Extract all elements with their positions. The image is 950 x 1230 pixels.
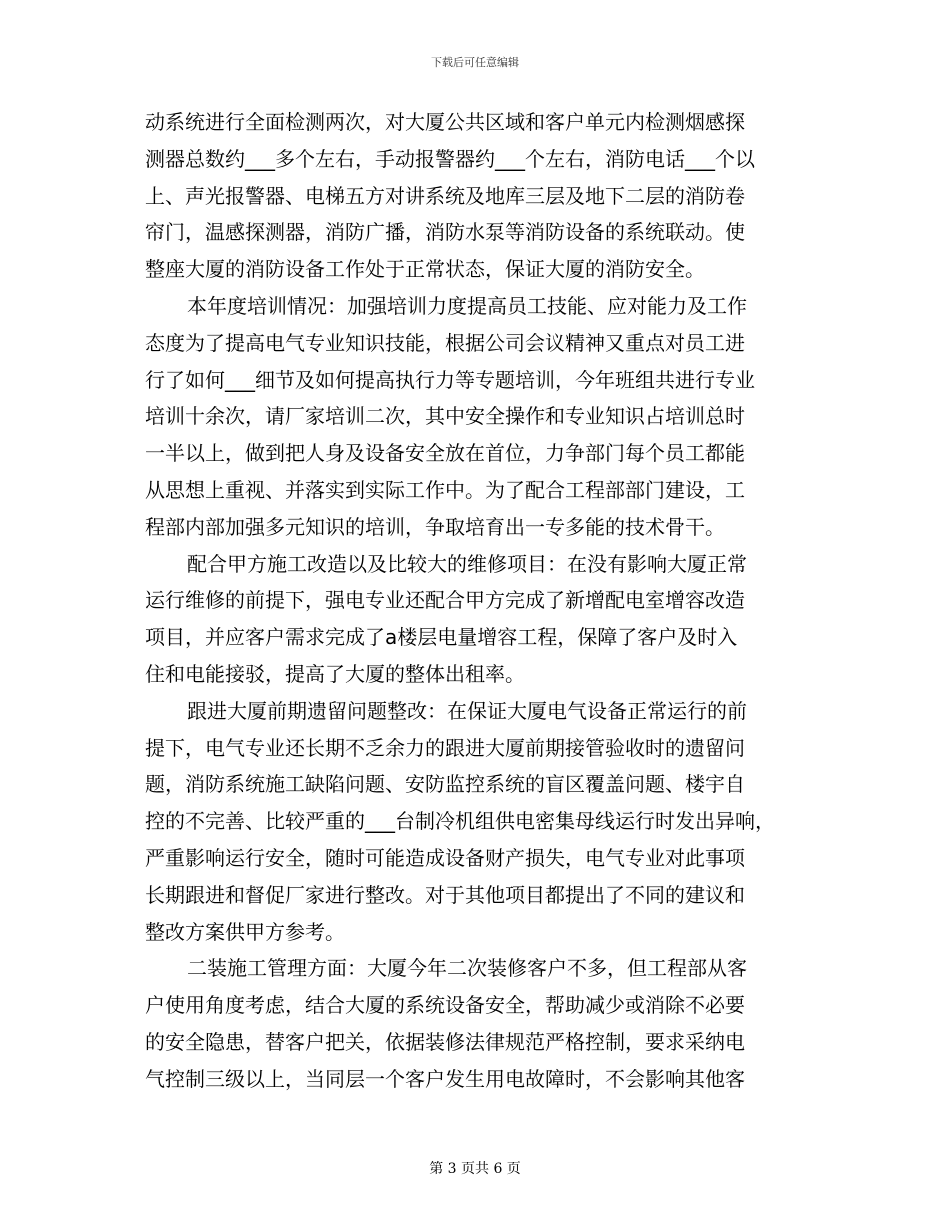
text-line: 动系统进行全面检测两次，对大厦公共区域和客户单元内检测烟感探 (145, 110, 745, 134)
text-line: 帘门，温感探测器，消防广播，消防水泵等消防设备的系统联动。使 (145, 220, 745, 245)
text-line: 从思想上重视、并落实到实际工作中。为了配合工程部部门建设，工 (145, 477, 745, 502)
text-line: 项目，并应客户需求完成了a楼层电量增容工程，保障了客户及时入 (145, 625, 738, 650)
text-line: 控的不完善、比较严重的___台制冷机组供电密集母线运行时发出异响， (145, 809, 775, 834)
text-line: 整改方案供甲方参考。 (145, 919, 345, 944)
text-line: 培训十余次，请厂家培训二次，其中安全操作和专业知识占培训总时 (145, 404, 745, 429)
text-line: 程部内部加强多元知识的培训，争取培育出一专多能的技术骨干。 (145, 514, 725, 539)
text-line: 住和电能接驳，提高了大厦的整体出租率。 (145, 661, 525, 686)
body-text (145, 104, 805, 1098)
paragraph-start-construction: 配合甲方施工改造以及比较大的维修项目：在没有影响大厦正常 (187, 551, 747, 576)
page-footer: 第 3 页共 6 页 (429, 1161, 521, 1177)
page-header: 下载后可任意编辑 (431, 56, 519, 69)
text-line: 长期跟进和督促厂家进行整改。对于其他项目都提出了不同的建议和 (145, 882, 745, 907)
text-line: 气控制三级以上，当同层一个客户发生用电故障时，不会影响其他客 (145, 1066, 745, 1091)
text-line: 户使用角度考虑，结合大厦的系统设备安全，帮助减少或消除不必要 (145, 993, 745, 1018)
text-line: 测器总数约___多个左右，手动报警器约___个左右，消防电话___个以 (145, 146, 755, 171)
text-line: 运行维修的前提下，强电专业还配合甲方完成了新增配电室增容改造 (145, 588, 745, 613)
text-line: 严重影响运行安全，随时可能造成设备财产损失，电气专业对此事项 (145, 845, 745, 870)
text-line: 的安全隐患，替客户把关，依据装修法律规范严格控制，要求采纳电 (145, 1029, 745, 1054)
paragraph-start-legacy-issues: 跟进大厦前期遗留问题整改：在保证大厦电气设备正常运行的前 (187, 698, 747, 723)
text-line: 行了如何___细节及如何提高执行力等专题培训，今年班组共进行专业 (145, 367, 755, 392)
paragraph-start-training: 本年度培训情况：加强培训力度提高员工技能、应对能力及工作 (187, 293, 747, 318)
text-line: 提下，电气专业还长期不乏余力的跟进大厦前期接管验收时的遗留问 (145, 735, 745, 760)
text-line: 题，消防系统施工缺陷问题、安防监控系统的盲区覆盖问题、楼宇自 (145, 772, 745, 797)
text-line: 整座大厦的消防设备工作处于正常状态，保证大厦的消防安全。 (145, 257, 705, 282)
paragraph-start-renovation: 二装施工管理方面：大厦今年二次装修客户不多，但工程部从客 (187, 956, 747, 981)
text-line: 一半以上，做到把人身及设备安全放在首位，力争部门每个员工都能 (145, 441, 745, 466)
text-line: 态度为了提高电气专业知识技能，根据公司会议精神又重点对员工进 (145, 330, 745, 355)
text-line: 上、声光报警器、电梯五方对讲系统及地库三层及地下二层的消防卷 (145, 183, 745, 208)
